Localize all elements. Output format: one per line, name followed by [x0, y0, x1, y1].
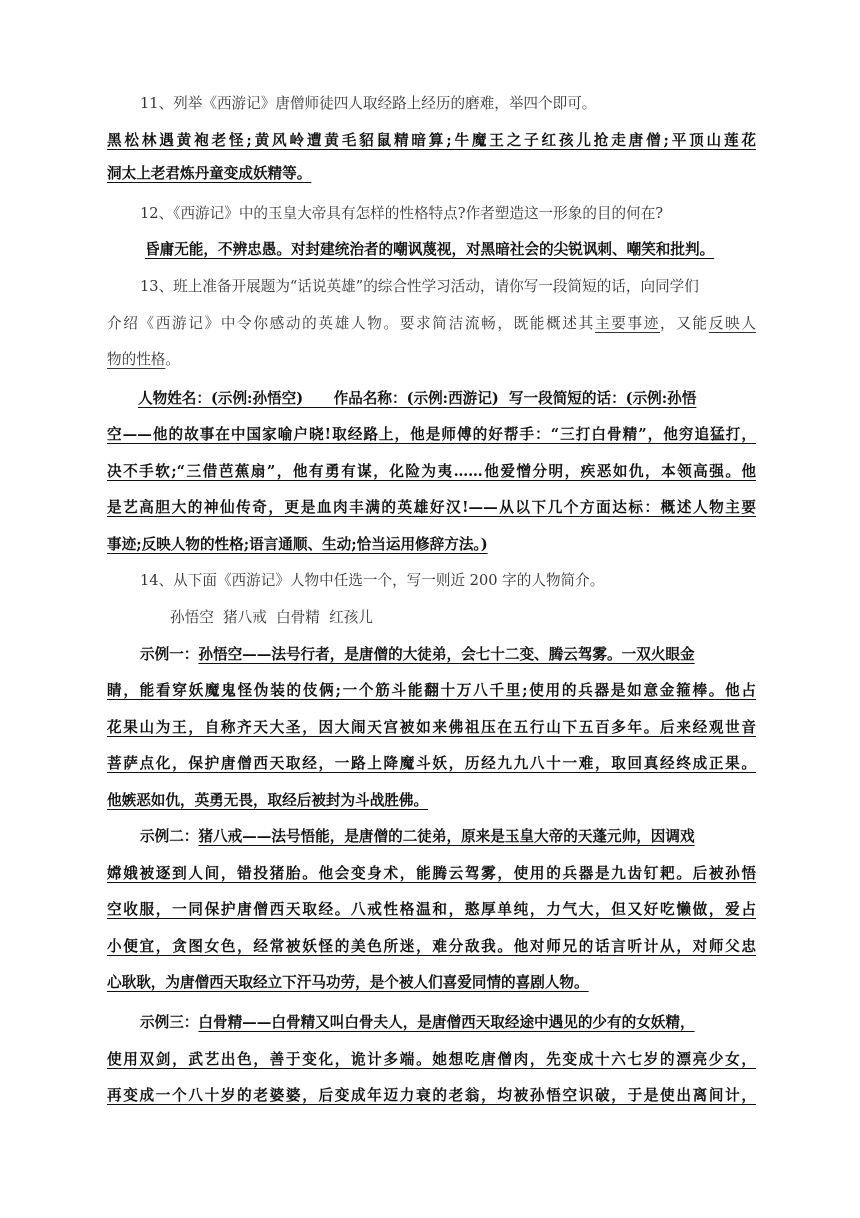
example-2-line-5: 心耿耿，为唐僧西天取经立下汗马功劳，是个被人们喜爱同情的喜剧人物。 — [107, 974, 589, 991]
answer-13-line-2: 空——他的故事在中国家喻户晓!取经路上，他是师傅的好帮手：“三打白骨精”，他穷追猛打， — [107, 426, 756, 443]
example-3-text: 白骨精——白骨精又叫白骨夫人，是唐僧西天取经途中遇见的少有的女妖精， — [198, 1014, 695, 1031]
q13-text-mid: ，又能 — [660, 315, 709, 332]
answer-13-line-1: 人物姓名：(示例:孙悟空) 作品名称：(示例:西游记) 写一段简短的话：(示例:孙悟 — [138, 390, 697, 407]
example-2-line-4: 小便宜，贪图女色，经常被妖怪的美色所迷，难分敌我。他对师兄的话言听计从，对师父忠 — [107, 938, 756, 955]
example-3-label: 示例三： — [140, 1014, 199, 1031]
example-1-text: 孙悟空——法号行者，是唐僧的大徒弟，会七十二变、腾云驾雾。一双火眼金 — [198, 646, 695, 663]
answer-11-line-1: 黑松林遇黄袍老怪;黄风岭遭黄毛貂鼠精暗算;牛魔王之子红孩儿抢走唐僧;平顶山莲花 — [107, 132, 756, 149]
question-14: 14、从下面《西游记》人物中任选一个，写一则近 200 字的人物简介。 — [140, 572, 605, 589]
example-1-label: 示例一： — [140, 646, 199, 663]
answer-13-line-4: 是艺高胆大的神仙传奇，更是血肉丰满的英雄好汉!——从以下几个方面达标：概述人物主要 — [107, 499, 756, 516]
example-1-line-1 — [140, 645, 756, 665]
example-3-line-1 — [140, 1013, 756, 1033]
q13-text: 介绍《西游记》中令你感动的英雄人物。要求简洁流畅，既能概述其 — [107, 315, 595, 332]
example-2-line-2: 嫦娥被逐到人间，错投猪胎。他会变身术，能腾云驾雾，使用的兵器是九齿钉耙。后被孙悟 — [107, 865, 756, 882]
example-2-line-1 — [140, 827, 756, 847]
example-1-line-3: 花果山为王，自称齐天大圣，因大闹天宫被如来佛祖压在五行山下五百多年。后来经观世音 — [107, 719, 756, 736]
q13-text-end: 。 — [165, 351, 180, 368]
character-list: 孙悟空 猪八戒 白骨精 红孩儿 — [170, 609, 373, 626]
example-3-line-2: 使用双剑，武艺出色，善于变化，诡计多端。她想吃唐僧肉，先变成十六七岁的漂亮少女， — [107, 1051, 756, 1068]
question-13-line-1: 13、班上准备开展题为“话说英雄”的综合性学习活动，请你写一段简短的话，向同学们 — [140, 278, 699, 295]
example-2-text: 猪八戒——法号悟能，是唐僧的二徒弟，原来是玉皇大帝的天蓬元帅，因调戏 — [198, 828, 695, 845]
answer-13-line-3: 决不手软;“三借芭蕉扇”，他有勇有谋，化险为夷……他爱憎分明，疾恶如仇，本领高强。他 — [107, 463, 756, 480]
example-1-line-5: 他嫉恶如仇，英勇无畏，取经后被封为斗战胜佛。 — [107, 792, 429, 809]
question-11: 11、列举《西游记》唐僧师徒四人取经路上经历的磨难，举四个即可。 — [140, 95, 597, 112]
example-1-line-2: 睛，能看穿妖魔鬼怪伪装的伎俩;一个筋斗能翻十万八千里;使用的兵器是如意金箍棒。他占 — [107, 682, 756, 699]
q13-underline-1: 主要事迹 — [594, 315, 661, 332]
question-13-line-2 — [107, 314, 756, 334]
question-13-line-3 — [107, 350, 756, 370]
q13-underline-2: 反映人 — [708, 315, 756, 332]
q13-underline-3: 物的性格 — [107, 351, 166, 368]
example-3-line-3: 再变成一个八十岁的老婆婆，后变成年迈力衰的老翁，均被孙悟空识破，于是使出离间计， — [107, 1087, 756, 1104]
question-12: 12、《西游记》中的玉皇大帝具有怎样的性格特点?作者塑造这一形象的目的何在? — [140, 205, 664, 222]
answer-11-line-2: 洞太上老君炼丹童变成妖精等。 — [107, 165, 312, 182]
example-1-line-4: 菩萨点化，保护唐僧西天取经，一路上降魔斗妖，历经九九八十一难，取回真经终成正果。 — [107, 755, 756, 772]
example-2-line-3: 空收服，一同保护唐僧西天取经。八戒性格温和，憨厚单纯，力气大，但又好吃懒做，爱占 — [107, 901, 756, 918]
answer-13-line-5: 事迹;反映人物的性格;语言通顺、生动;恰当运用修辞方法。) — [107, 536, 488, 553]
example-2-label: 示例二： — [140, 828, 199, 845]
answer-12: 昏庸无能，不辨忠愚。对封建统治者的嘲讽蔑视，对黑暗社会的尖锐讽刺、嘲笑和批判。 — [145, 241, 715, 258]
